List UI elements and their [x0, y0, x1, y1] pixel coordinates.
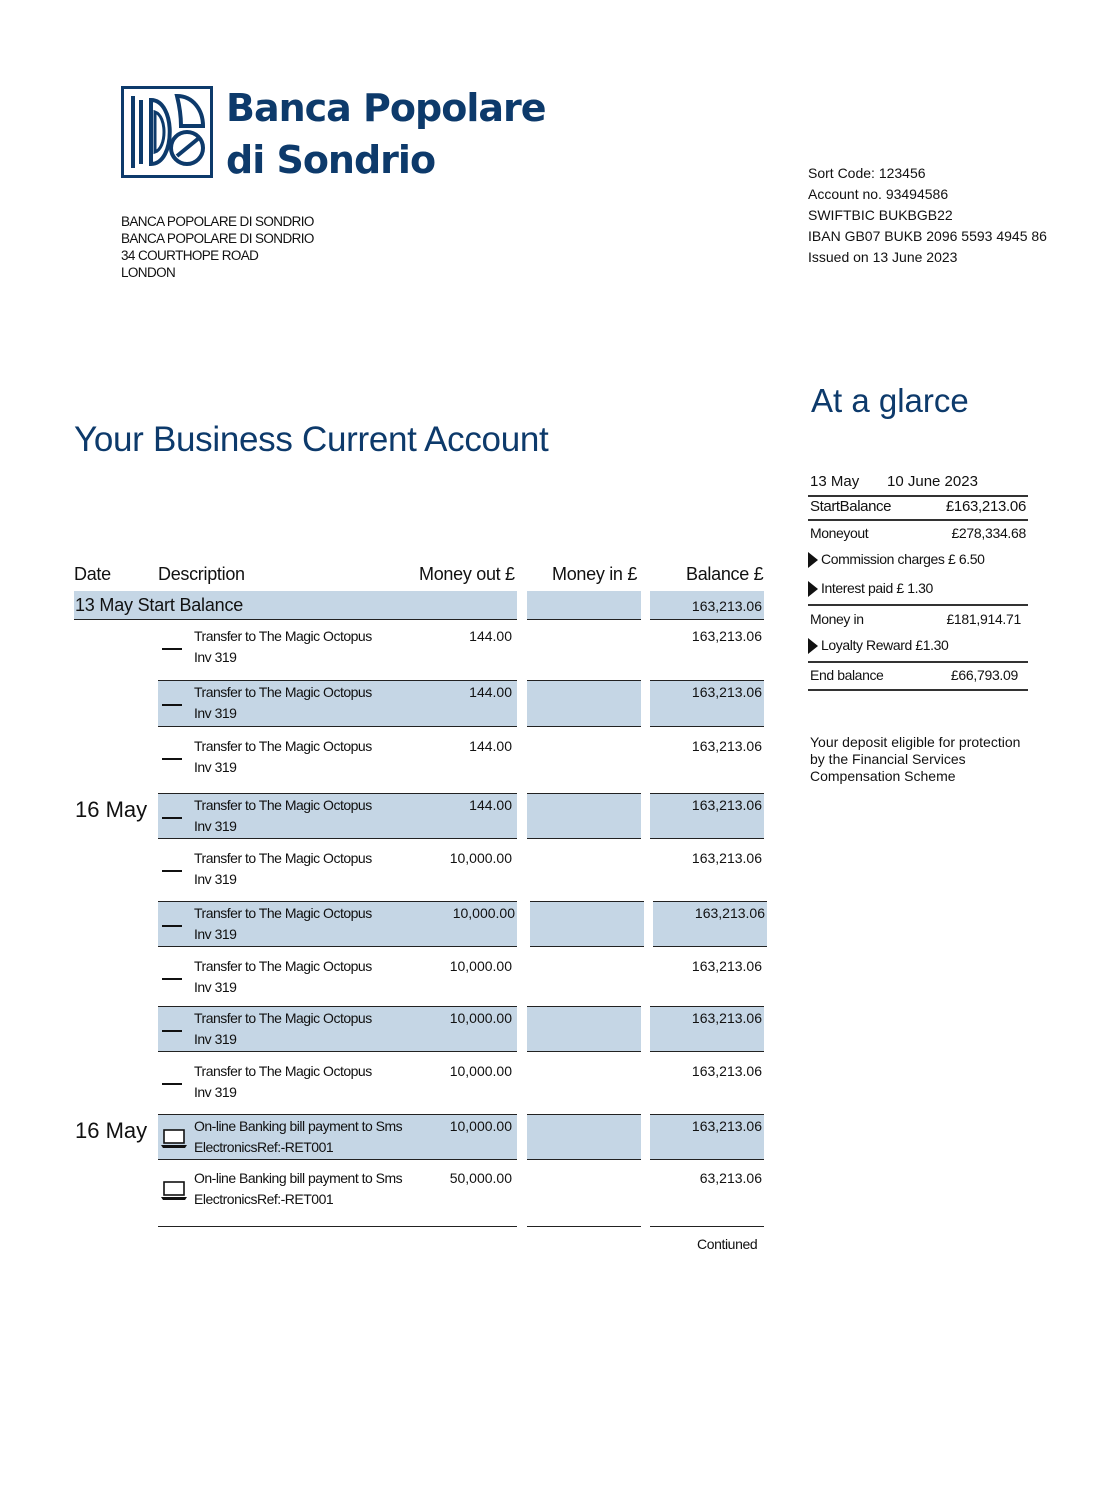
glance-period: [808, 471, 1028, 495]
row-money-out: 10,000.00: [449, 1010, 512, 1026]
dash-icon: [162, 870, 182, 872]
row-border: [650, 793, 764, 794]
laptop-icon: [160, 1128, 188, 1150]
row-money-out: 10,000.00: [449, 850, 512, 866]
row-bg: [527, 1006, 641, 1051]
row-border: [650, 1114, 764, 1115]
table-bottom-border: [158, 1226, 517, 1227]
row-border: [158, 1159, 517, 1160]
continued-note: Contiuned: [697, 1236, 758, 1252]
glance-interest: [808, 576, 1028, 604]
row-border: [527, 1159, 641, 1160]
glance-interest-text: Interest paid £ 1.30: [821, 580, 933, 596]
bank-name-line1: Banca Popolare: [226, 86, 546, 130]
glance-start-balance: [808, 497, 1028, 519]
iban: IBAN GB07 BUKB 2096 5593 4945 86: [808, 228, 1047, 244]
row-description-line1: Transfer to The Magic Octopus: [194, 684, 372, 700]
row-description-line2: Inv 319: [194, 759, 237, 775]
row-money-out: 10,000.00: [452, 905, 515, 921]
issued-date: Issued on 13 June 2023: [808, 249, 958, 265]
row-money-out: 144.00: [469, 628, 512, 644]
note-line: Compensation Scheme: [810, 768, 956, 784]
row-border: [527, 793, 641, 794]
glance-commission-text: Commission charges £ 6.50: [821, 551, 985, 567]
row-description-line2: Inv 319: [194, 1031, 237, 1047]
row-border: [158, 793, 517, 794]
row-border: [158, 1114, 517, 1115]
row-description-line2: Inv 319: [194, 705, 237, 721]
row-border: [530, 901, 644, 902]
glance-label: Moneyout: [810, 525, 869, 541]
table-bottom-border: [650, 1226, 764, 1227]
page-title: Your Business Current Account: [74, 420, 549, 459]
row-money-out: 144.00: [469, 797, 512, 813]
row-balance: 163,213.06: [691, 797, 762, 813]
table-bottom-border: [527, 1226, 641, 1227]
row-border: [653, 901, 767, 902]
row-bg: [527, 680, 641, 726]
bank-address: [121, 213, 314, 281]
glance-value: £163,213.06: [945, 498, 1026, 515]
row-description-line1: Transfer to The Magic Octopus: [194, 628, 372, 644]
row-balance: 163,213.06: [691, 1063, 762, 1079]
laptop-icon: [160, 1180, 188, 1202]
glance-label: StartBalance: [810, 498, 892, 515]
row-balance: 163,213.06: [691, 850, 762, 866]
glance-date-from: 13 May: [810, 473, 860, 490]
glance-commission: [808, 547, 1028, 576]
row-border: [653, 946, 767, 947]
row-border: [650, 838, 764, 839]
row-money-out: 10,000.00: [449, 1063, 512, 1079]
row-description-line1: On-line Banking bill payment to Sms: [194, 1170, 403, 1186]
start-balance-value: 163,213.06: [691, 598, 762, 614]
row-border: [158, 1051, 517, 1052]
row-border: [650, 1051, 764, 1052]
row-description-line1: Transfer to The Magic Octopus: [194, 958, 372, 974]
column-header-date: Date: [74, 564, 111, 584]
dash-icon: [162, 648, 182, 650]
triangle-bullet-icon: [808, 552, 818, 568]
row-border: [650, 680, 764, 681]
row-border: [158, 726, 517, 727]
divider: [808, 689, 1028, 691]
row-money-out: 144.00: [469, 684, 512, 700]
row-border: [650, 1159, 764, 1160]
row-description-line2: Inv 319: [194, 926, 237, 942]
row-description-line1: Transfer to The Magic Octopus: [194, 850, 372, 866]
glance-title: At a glarce: [811, 382, 969, 419]
glance-money-in: [808, 606, 1028, 633]
dash-icon: [162, 817, 182, 819]
row-border: [527, 838, 641, 839]
row-description-line2: Inv 319: [194, 649, 237, 665]
row-description-line2: Inv 319: [194, 1084, 237, 1100]
glance-date-to: 10 June 2023: [887, 473, 978, 490]
address-line: BANCA POPOLARE DI SONDRIO: [121, 231, 314, 246]
row-date: 16 May: [75, 1118, 148, 1143]
note-line: Your deposit eligible for protection: [810, 734, 1021, 750]
row-description-line1: Transfer to The Magic Octopus: [194, 905, 372, 921]
row-border: [527, 1006, 641, 1007]
row-border: [158, 901, 517, 902]
row-bg: [527, 1114, 641, 1159]
row-description-line1: Transfer to The Magic Octopus: [194, 1063, 372, 1079]
dash-icon: [162, 1083, 182, 1085]
address-line: 34 COURTHOPE ROAD: [121, 248, 259, 263]
glance-value: £278,334.68: [951, 525, 1026, 541]
row-bg: [530, 901, 644, 946]
start-balance-label: 13 May Start Balance: [75, 595, 244, 615]
bank-emblem-icon: [121, 86, 213, 178]
deposit-protection-note: [810, 734, 1050, 785]
row-border: [530, 946, 644, 947]
glance-label: End balance: [810, 667, 884, 683]
row-balance: 163,213.06: [691, 738, 762, 754]
dash-icon: [162, 925, 182, 927]
row-bg: [527, 793, 641, 838]
row-balance: 63,213.06: [699, 1170, 762, 1186]
row-border: [527, 680, 641, 681]
dash-icon: [162, 1030, 182, 1032]
row-description-line1: On-line Banking bill payment to Sms: [194, 1118, 403, 1134]
row-money-out: 10,000.00: [449, 1118, 512, 1134]
glance-loyalty-text: Loyalty Reward £1.30: [821, 637, 949, 653]
row-description-line1: Transfer to The Magic Octopus: [194, 1010, 372, 1026]
bank-logo: [121, 86, 546, 182]
swift-code: SWIFTBIC BUKBGB22: [808, 207, 953, 223]
address-line: LONDON: [121, 265, 176, 280]
row-description-line2: ElectronicsRef:-RET001: [194, 1139, 334, 1155]
glance-value: £181,914.71: [946, 611, 1021, 627]
row-description-line1: Transfer to The Magic Octopus: [194, 738, 372, 754]
row-description-line1: Transfer to The Magic Octopus: [194, 797, 372, 813]
row-balance: 163,213.06: [694, 905, 765, 921]
row-border: [650, 1006, 764, 1007]
row-balance: 163,213.06: [691, 628, 762, 644]
row-border: [527, 726, 641, 727]
triangle-bullet-icon: [808, 581, 818, 597]
row-border: [527, 1114, 641, 1115]
address-line: BANCA POPOLARE DI SONDRIO: [121, 214, 314, 229]
row-date: 16 May: [75, 797, 148, 822]
row-balance: 163,213.06: [691, 684, 762, 700]
note-line: by the Financial Services: [810, 751, 966, 767]
row-border: [158, 838, 517, 839]
row-border: [527, 1051, 641, 1052]
glance-label: Money in: [810, 611, 864, 627]
row-money-out: 10,000.00: [449, 958, 512, 974]
start-balance-bg: [527, 591, 641, 619]
row-balance: 163,213.06: [691, 1010, 762, 1026]
row-border: [158, 1006, 517, 1007]
row-money-out: 144.00: [469, 738, 512, 754]
glance-summary: [808, 471, 1028, 691]
sort-code: Sort Code: 123456: [808, 165, 926, 181]
row-description-line2: Inv 319: [194, 871, 237, 887]
glance-money-out: [808, 521, 1028, 547]
row-balance: 163,213.06: [691, 958, 762, 974]
triangle-bullet-icon: [808, 638, 818, 654]
row-description-line2: ElectronicsRef:-RET001: [194, 1191, 334, 1207]
account-number: Account no. 93494586: [808, 186, 949, 202]
dash-icon: [162, 978, 182, 980]
dash-icon: [162, 758, 182, 760]
glance-value: £66,793.09: [950, 667, 1018, 683]
row-border: [158, 680, 517, 681]
row-description-line2: Inv 319: [194, 818, 237, 834]
column-header-money-out: Money out £: [419, 564, 515, 584]
row-border: [650, 726, 764, 727]
glance-loyalty: [808, 633, 1028, 661]
dash-icon: [162, 704, 182, 706]
column-header-balance: Balance £: [686, 564, 764, 584]
row-description-line2: Inv 319: [194, 979, 237, 995]
row-money-out: 50,000.00: [449, 1170, 512, 1186]
account-info: [808, 163, 1047, 268]
column-header-money-in: Money in £: [552, 564, 638, 584]
row-balance: 163,213.06: [691, 1118, 762, 1134]
glance-end-balance: [808, 663, 1028, 689]
column-header-description: Description: [158, 564, 245, 584]
row-border: [158, 946, 517, 947]
bank-name-line2: di Sondrio: [226, 138, 436, 182]
